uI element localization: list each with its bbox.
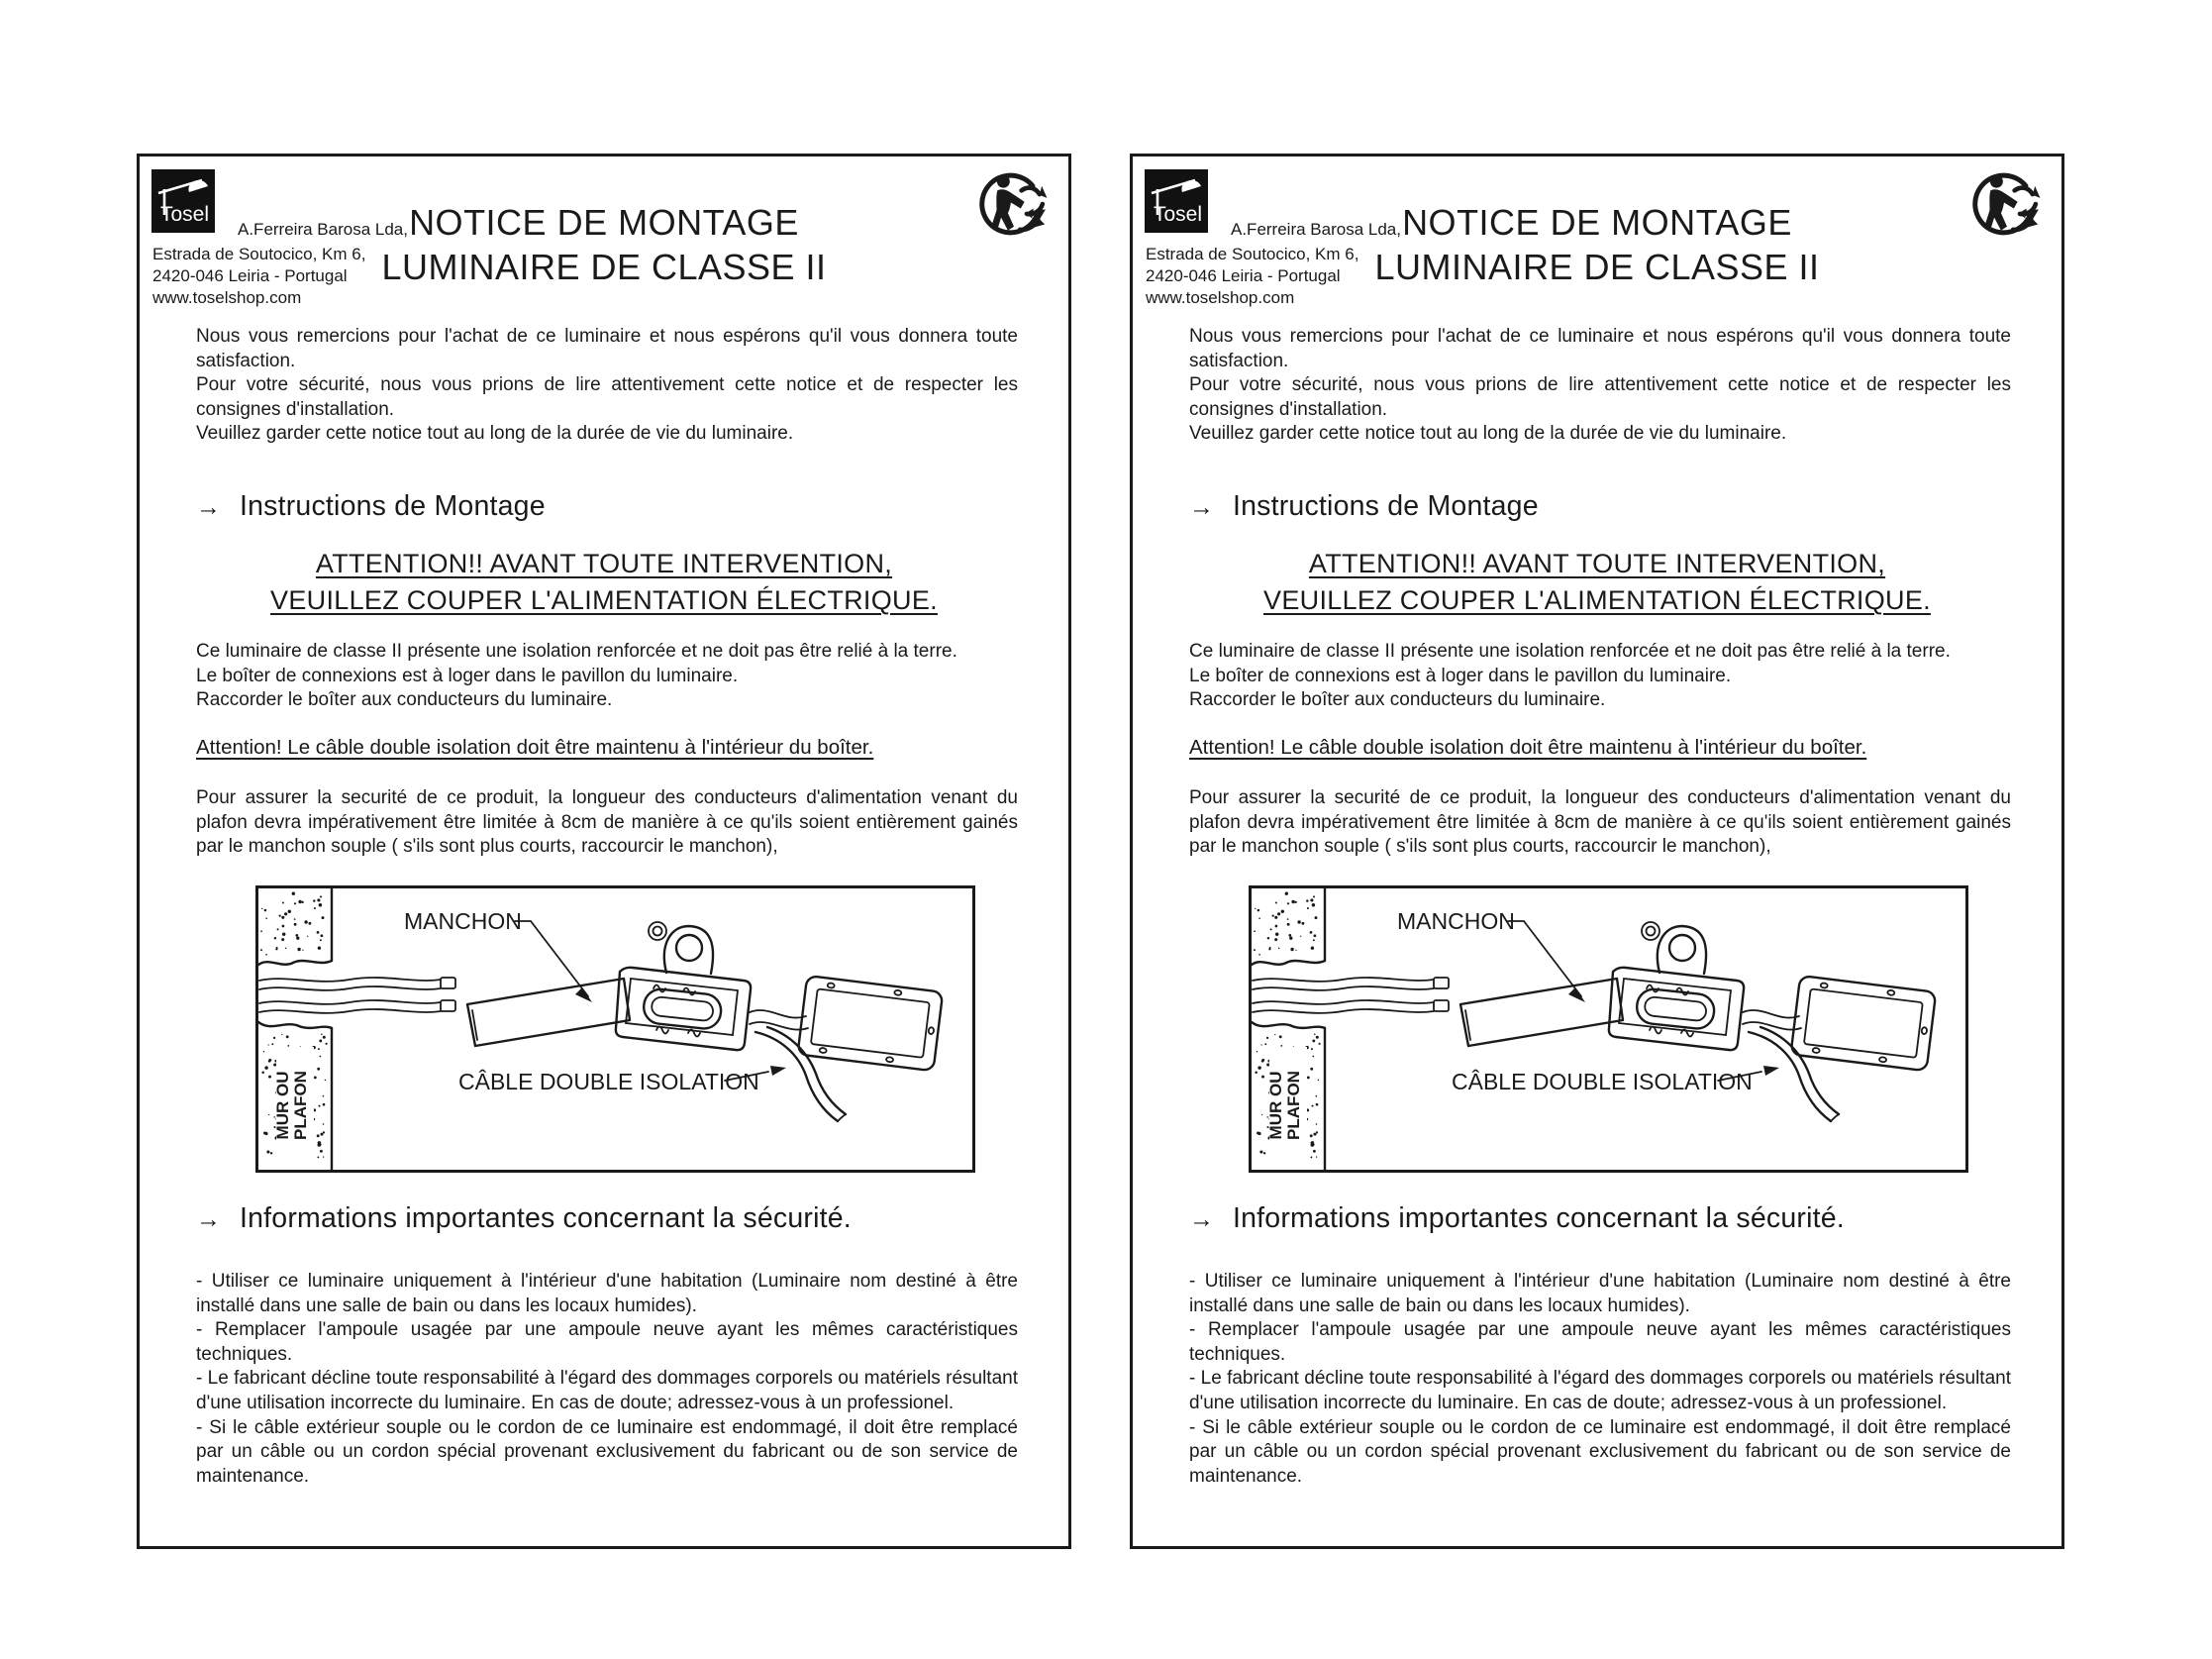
class2-line-1: Ce luminaire de classe II présente une isolation renforcée et ne doit pas être relié à la terre. xyxy=(196,641,957,662)
section-heading-montage xyxy=(196,490,546,523)
label-mur-ou: MUR OU xyxy=(273,1071,292,1140)
safety-item-2: - Remplacer l'ampoule usagée par une ampoule neuve ayant les mêmes caractéristiques techniques. xyxy=(1189,1319,2011,1365)
warning-line2: VEUILLEZ COUPER L'ALIMENTATION ÉLECTRIQUE. xyxy=(1263,585,1931,615)
arrow-icon: → xyxy=(1189,1205,1214,1233)
section-heading-securite xyxy=(196,1202,852,1235)
page-title-line1: NOTICE DE MONTAGE xyxy=(1402,202,1792,243)
class2-paragraphs xyxy=(1189,640,2011,713)
page-title-line1: NOTICE DE MONTAGE xyxy=(409,202,799,243)
page-title-line2: LUMINAIRE DE CLASSE II xyxy=(381,247,827,287)
label-plafon: PLAFON xyxy=(1284,1071,1303,1140)
notice-page-2 xyxy=(1130,154,2064,1549)
triman-recycling-icon xyxy=(1969,166,2045,242)
class2-line-1: Ce luminaire de classe II présente une isolation renforcée et ne doit pas être relié à la terre. xyxy=(1189,641,1951,662)
company-website: www.toselshop.com xyxy=(1146,288,1295,307)
installation-diagram-svg xyxy=(1249,885,1968,1173)
logo-brand-text: Tosel xyxy=(1154,203,1203,226)
intro-paragraphs xyxy=(1189,325,2011,447)
intro-line-1: Nous vous remercions pour l'achat de ce luminaire et nous espérons qu'il vous donnera toute satisfaction. xyxy=(196,326,1018,371)
label-manchon: MANCHON xyxy=(404,908,522,934)
safety-item-4: - Si le câble extérieur souple ou le cordon de ce luminaire est endommagé, il doit être remplacé par un câble ou un cordon spécial provenant exclusivement du fabricant ou de son service de maintenance. xyxy=(1189,1416,2011,1487)
warning-banner xyxy=(1133,546,2061,619)
company-address-line2: 2420-046 Leiria - Portugal xyxy=(152,266,348,285)
intro-line-3: Veuillez garder cette notice tout au long de la durée de vie du luminaire. xyxy=(1189,423,1787,445)
page-title xyxy=(1133,200,2061,289)
safety-item-4: - Si le câble extérieur souple ou le cordon de ce luminaire est endommagé, il doit être remplacé par un câble ou un cordon spécial provenant exclusivement du fabricant ou de son service de maintenance. xyxy=(196,1416,1018,1487)
safety-item-1: - Utiliser ce luminaire uniquement à l'intérieur d'une habitation (Luminaire nom destiné à être installé dans une salle de bain ou dans les locaux humides). xyxy=(196,1271,1018,1316)
installation-diagram xyxy=(255,885,975,1173)
section-heading-montage xyxy=(1189,490,1539,523)
class2-line-2: Le boîter de connexions est à loger dans le pavillon du luminaire. xyxy=(196,665,739,686)
label-mur-ou: MUR OU xyxy=(1266,1071,1285,1140)
warning-line2: VEUILLEZ COUPER L'ALIMENTATION ÉLECTRIQUE. xyxy=(270,585,938,615)
intro-paragraphs xyxy=(196,325,1018,447)
page-title xyxy=(140,200,1068,289)
safety-list xyxy=(1189,1270,2011,1489)
class2-line-2: Le boîter de connexions est à loger dans le pavillon du luminaire. xyxy=(1189,665,1732,686)
attention-note: Attention! Le câble double isolation doit être maintenu à l'intérieur du boîter. xyxy=(1189,736,1867,759)
attention-note: Attention! Le câble double isolation doit être maintenu à l'intérieur du boîter. xyxy=(196,736,874,759)
safety-item-3: - Le fabricant décline toute responsabilité à l'égard des dommages corporels ou matériels résultant d'une utilisation incorrecte du luminaire. En cas de doute; adressez-vous à un professionel. xyxy=(1189,1368,2011,1413)
intro-line-2: Pour votre sécurité, nous vous prions de lire attentivement cette notice et de respecter les consignes d'installation. xyxy=(1189,374,2011,420)
security-paragraph: Pour assurer la securité de ce produit, la longueur des conducteurs d'alimentation venant du plafon devra impérativement être limitée à 8cm de manière à ce qu'ils soient entièrement gainés par le manchon souple ( s'ils sont plus courts, raccourcir le manchon), xyxy=(196,787,1018,858)
intro-line-2: Pour votre sécurité, nous vous prions de lire attentivement cette notice et de respecter les consignes d'installation. xyxy=(196,374,1018,420)
logo-brand-text: Tosel xyxy=(160,203,210,226)
page-title-line2: LUMINAIRE DE CLASSE II xyxy=(1374,247,1820,287)
warning-banner xyxy=(140,546,1068,619)
label-cable-double-isolation: CÂBLE DOUBLE ISOLATION xyxy=(458,1069,759,1094)
intro-line-1: Nous vous remercions pour l'achat de ce luminaire et nous espérons qu'il vous donnera toute satisfaction. xyxy=(1189,326,2011,371)
section-heading-montage-text: Instructions de Montage xyxy=(240,490,546,522)
class2-line-3: Raccorder le boîter aux conducteurs du luminaire. xyxy=(1189,689,1606,711)
installation-diagram xyxy=(1249,885,1968,1173)
safety-item-2: - Remplacer l'ampoule usagée par une ampoule neuve ayant les mêmes caractéristiques techniques. xyxy=(196,1319,1018,1365)
triman-recycling-icon xyxy=(976,166,1052,242)
intro-line-3: Veuillez garder cette notice tout au long de la durée de vie du luminaire. xyxy=(196,423,794,445)
section-heading-montage-text: Instructions de Montage xyxy=(1233,490,1539,522)
arrow-icon: → xyxy=(1189,493,1214,521)
security-paragraph: Pour assurer la securité de ce produit, la longueur des conducteurs d'alimentation venant du plafon devra impérativement être limitée à 8cm de manière à ce qu'ils soient entièrement gainés par le manchon souple ( s'ils sont plus courts, raccourcir le manchon), xyxy=(1189,787,2011,858)
class2-line-3: Raccorder le boîter aux conducteurs du luminaire. xyxy=(196,689,613,711)
company-name: A.Ferreira Barosa Lda, xyxy=(1231,220,1401,239)
warning-line1: ATTENTION!! AVANT TOUTE INTERVENTION, xyxy=(1308,549,1886,578)
label-cable-double-isolation: CÂBLE DOUBLE ISOLATION xyxy=(1452,1069,1753,1094)
installation-diagram-svg xyxy=(255,885,975,1173)
company-name: A.Ferreira Barosa Lda, xyxy=(238,220,408,239)
arrow-icon: → xyxy=(196,493,221,521)
warning-line1: ATTENTION!! AVANT TOUTE INTERVENTION, xyxy=(315,549,893,578)
company-website: www.toselshop.com xyxy=(152,288,302,307)
safety-item-1: - Utiliser ce luminaire uniquement à l'intérieur d'une habitation (Luminaire nom destiné à être installé dans une salle de bain ou dans les locaux humides). xyxy=(1189,1271,2011,1316)
notice-page-1 xyxy=(137,154,1071,1549)
class2-paragraphs xyxy=(196,640,1018,713)
company-address-line1: Estrada de Soutocico, Km 6, xyxy=(1146,245,1359,263)
label-plafon: PLAFON xyxy=(291,1071,310,1140)
arrow-icon: → xyxy=(196,1205,221,1233)
section-heading-securite xyxy=(1189,1202,1845,1235)
section-heading-securite-text: Informations importantes concernant la sécurité. xyxy=(240,1202,852,1234)
section-heading-securite-text: Informations importantes concernant la sécurité. xyxy=(1233,1202,1845,1234)
label-manchon: MANCHON xyxy=(1397,908,1515,934)
company-address-line1: Estrada de Soutocico, Km 6, xyxy=(152,245,366,263)
company-address-line2: 2420-046 Leiria - Portugal xyxy=(1146,266,1341,285)
safety-item-3: - Le fabricant décline toute responsabilité à l'égard des dommages corporels ou matériels résultant d'une utilisation incorrecte du luminaire. En cas de doute; adressez-vous à un professionel. xyxy=(196,1368,1018,1413)
safety-list xyxy=(196,1270,1018,1489)
